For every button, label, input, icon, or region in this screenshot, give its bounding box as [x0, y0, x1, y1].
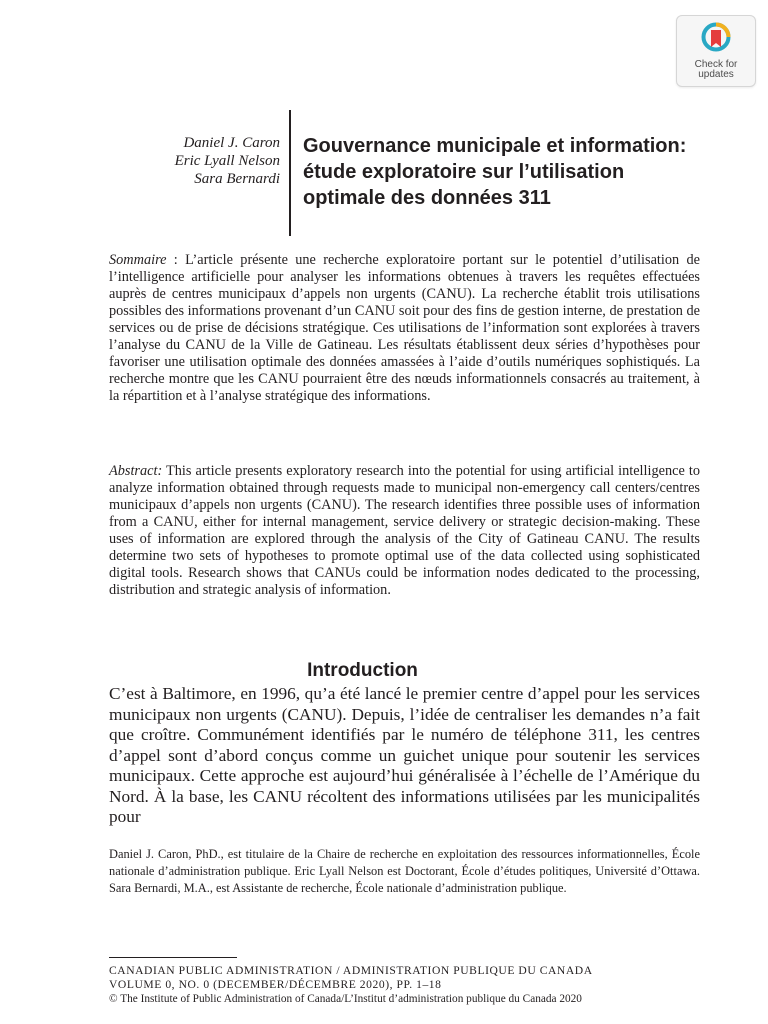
- title-divider: [289, 110, 291, 236]
- author-footnote: Daniel J. Caron, PhD., est titulaire de la Chaire de recherche en exploitation des ressources informationnelles, École nationale d’administration publique. Eric Lyall Nelson est Doctorant, École d’études politiques, Université d’Ottawa. Sara Bernardi, M.A., est Assistante de recherche, École nationale d’administration publique.: [109, 847, 700, 895]
- introduction-body: C’est à Baltimore, en 1996, qu’a été lancé le premier centre d’appel pour les services municipaux non urgents (CANU). Depuis, l’idée de centraliser les demandes n’a fait que croître. Communément identifiés par le numéro de téléphone 311, les centres d’appel sont d’abord conçus comme un guichet unique pour soutenir les services municipaux. Cette approche est aujourd’hui généralisée à l’échelle de l’Amérique du Nord. À la base, les CANU récoltent des informations utilisées par les municipalités pour: [109, 684, 700, 826]
- abstract-text: This article presents exploratory research into the potential for using artificial intelligence to analyze information obtained through requests made to municipal non-emergency call centers/centres municipaux d’appels non urgents (CANU). The research identifies three possible uses of information from a CANU, either for internal management, service delivery or strategic decision-making. These uses of information are explored through the analysis of the City of Gatineau CANU. The results determine two sets of hypotheses to promote optimal use of the data collected using sophisticated digital tools. Research shows that CANUs could be information nodes dedicated to the processing, distribution and strategic analysis of information.: [109, 463, 700, 598]
- journal-info: [109, 964, 729, 992]
- journal-name: CANADIAN PUBLIC ADMINISTRATION / ADMINISTRATION PUBLIQUE DU CANADA: [109, 964, 593, 977]
- footer-rule: [109, 957, 237, 958]
- author-name: Sara Bernardi: [194, 171, 280, 187]
- sommaire-label: Sommaire: [109, 252, 167, 268]
- badge-label: [677, 60, 755, 80]
- abstract-label: Abstract:: [109, 463, 163, 479]
- sommaire-paragraph: [109, 252, 700, 405]
- journal-volume: VOLUME 0, NO. 0 (DECEMBER/DÉCEMBRE 2020), PP. 1–18: [109, 978, 442, 991]
- author-list: [100, 134, 280, 188]
- crossmark-icon: [701, 22, 731, 56]
- check-for-updates-badge[interactable]: [676, 15, 756, 87]
- introduction-heading: Introduction: [307, 660, 418, 681]
- copyright-notice: © The Institute of Public Administration of Canada/L’Institut d’administration publique du Canada 2020: [109, 993, 582, 1005]
- sommaire-text: : L’article présente une recherche exploratoire portant sur le potentiel d’utilisation de l’intelligence artificielle pour analyser les informations obtenues à travers les requêtes effectuées auprès de centres municipaux d’appels non urgents (CANU). La recherche établit trois utilisations possibles des informations provenant d’un CANU soit pour des fins de gestion interne, de prestation de services ou de prise de décisions stratégique. Ces utilisations de l’information sont explorées à travers l’analyse du CANU de la Ville de Gatineau. Les résultats établissent deux séries d’hypothèses pour favoriser une utilisation optimale des données amassées à l’aide d’outils numériques sophistiqués. La recherche montre que les CANU pourraient être des nœuds informationnels consacrés au traitement, à la répartition et à l’analyse stratégique des informations.: [109, 252, 700, 404]
- badge-line-1: Check for: [694, 59, 738, 70]
- article-title: Gouvernance municipale et information: étude exploratoire sur l’utilisation optimale des données 311: [303, 135, 687, 209]
- badge-line-2: updates: [698, 69, 734, 80]
- author-name: Eric Lyall Nelson: [174, 153, 280, 169]
- abstract-paragraph: [109, 463, 700, 599]
- author-name: Daniel J. Caron: [183, 135, 280, 151]
